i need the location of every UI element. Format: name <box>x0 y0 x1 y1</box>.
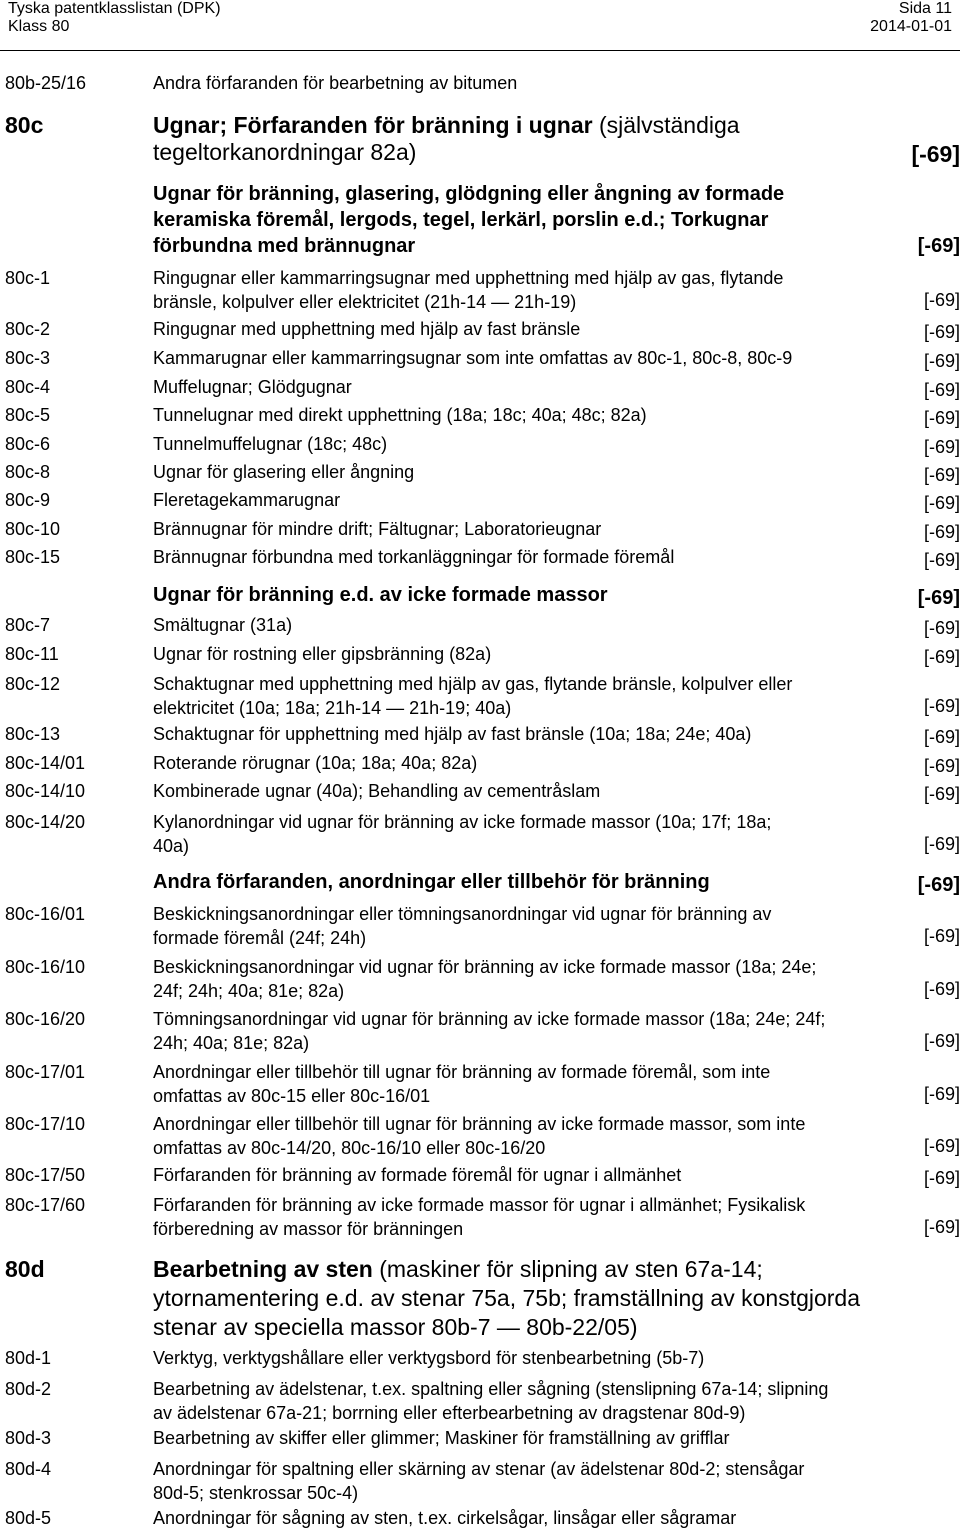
section-note-line: tegeltorkanordningar 82a) <box>153 139 417 165</box>
section-heading <box>0 112 960 168</box>
list-item: 80d-1 Verktyg, verktygshållare eller verktygsbord för stenbearbetning (5b-7) <box>5 1348 705 1368</box>
list-item: 80c-12 Schaktugnar med upphettning med hjälp av gas, flytande bränsle, kolpulver eller elektricitet (10a; 18a; 21h-14 — 21h-19; 40a) [-69] <box>5 674 960 718</box>
list-item: 80c-9 Fleretagekammarugnar [-69] <box>5 490 960 513</box>
section-note: (självständiga <box>592 112 740 138</box>
class-ref: [-69] <box>917 235 960 257</box>
date: 2014-01-01 <box>870 18 952 35</box>
section-title-line <box>153 1255 953 1284</box>
list-item: 80c-4 Muffelugnar; Glödgugnar [-69] <box>5 377 960 400</box>
list-item: 80c-8 Ugnar för glasering eller ångning [-69] <box>5 462 960 485</box>
section-title-line <box>153 112 953 139</box>
list-item: 80c-2 Ringugnar med upphettning med hjälp av fast bränsle [-69] <box>5 319 960 342</box>
list-item: 80c-17/60 Förfaranden för bränning av icke formade massor för ugnar i allmänhet; Fysikalisk förberedning av massor för bränningen [-69] <box>5 1195 960 1239</box>
list-item: 80c-17/01 Anordningar eller tillbehör till ugnar för bränning av formade föremål, som inte omfattas av 80c-15 eller 80c-16/01 [-69] <box>5 1062 960 1106</box>
list-item: 80d-2 Bearbetning av ädelstenar, t.ex. spaltning eller sågning (stenslipning 67a-14; slipning av ädelstenar 67a-21; borrning eller efterbearbetning av dragstenar 80d-9) <box>5 1379 829 1423</box>
list-item: 80c-16/01 Beskickningsanordningar eller tömningsanordningar vid ugnar för bränning av formade föremål (24f; 24h) [-69] <box>5 904 960 948</box>
class-code: 80b-25/16 <box>5 73 87 93</box>
list-item: 80c-16/20 Tömningsanordningar vid ugnar för bränning av icke formade massor (18a; 24e; 24f; 24h; 40a; 81e; 82a) [-69] <box>5 1009 960 1053</box>
doc-title: Tyska patentklasslistan (DPK) <box>8 0 221 17</box>
class-ref: [-69] <box>911 141 960 167</box>
list-item: 80d-4 Anordningar för spaltning eller skärning av stenar (av ädelstenar 80d-2; stensågar 80d-5; stenkrossar 50c-4) <box>5 1459 805 1503</box>
class-description: Andra förfaranden för bearbetning av bitumen <box>153 73 518 93</box>
list-item: 80c-15 Brännugnar förbundna med torkanläggningar för formade föremål [-69] <box>5 547 960 570</box>
list-item: 80c-13 Schaktugnar för upphettning med hjälp av fast bränsle (10a; 18a; 24e; 40a) [-69] <box>5 724 960 747</box>
list-item: 80c-10 Brännugnar för mindre drift; Fältugnar; Laboratorieugnar [-69] <box>5 519 960 542</box>
list-item: 80c-6 Tunnelmuffelugnar (18c; 48c) [-69] <box>5 434 960 457</box>
list-item: 80c-3 Kammarugnar eller kammarringsugnar som inte omfattas av 80c-1, 80c-8, 80c-9 [-69] <box>5 348 960 371</box>
list-item: 80d-5 Anordningar för sågning av sten, t.ex. cirkelsågar, linsågar eller sågramar <box>5 1508 737 1528</box>
list-item: 80c-16/10 Beskickningsanordningar vid ugnar för bränning av icke formade massor (18a; 24e; 24f; 24h; 40a; 81e; 82a) [-69] <box>5 957 960 1001</box>
section-code: 80c <box>5 112 44 138</box>
list-item: 80c-7 Smältugnar (31a) [-69] <box>5 615 960 638</box>
header-divider <box>0 50 960 51</box>
section-title: Ugnar; Förfaranden för bränning i ugnar <box>153 112 593 138</box>
list-item: 80c-1 Ringugnar eller kammarringsugnar med upphettning med hjälp av gas, flytande bränsle, kolpulver eller elektricitet (21h-14 — 21h-19) [-69] <box>5 268 960 312</box>
section-note: (maskiner för slipning av sten 67a-14; <box>372 1256 763 1282</box>
section-heading <box>0 1255 960 1343</box>
list-item: 80c-14/20 Kylanordningar vid ugnar för bränning av icke formade massor (10a; 17f; 18a; 40a) [-69] <box>5 812 960 856</box>
list-item: 80d-3 Bearbetning av skiffer eller glimmer; Maskiner för framställning av grifflar <box>5 1428 730 1448</box>
group-heading: Ugnar för bränning e.d. av icke formade massor [-69] <box>153 584 960 609</box>
section-note-line: stenar av speciella massor 80b-7 — 80b-22/05) <box>153 1314 638 1340</box>
section-code: 80d <box>5 1256 45 1282</box>
class-label: Klass 80 <box>8 18 70 35</box>
page-number: Sida 11 <box>898 0 952 17</box>
list-item: 80c-14/01 Roterande rörugnar (10a; 18a; 40a; 82a) [-69] <box>5 753 960 776</box>
group-heading: Andra förfaranden, anordningar eller tillbehör för bränning [-69] <box>153 871 960 896</box>
list-item: 80c-14/10 Kombinerade ugnar (40a); Behandling av cementråslam [-69] <box>5 781 960 804</box>
list-item: 80c-11 Ugnar för rostning eller gipsbränning (82a) [-69] <box>5 644 960 667</box>
list-item: 80c-17/50 Förfaranden för bränning av formade föremål för ugnar i allmänhet [-69] <box>5 1165 960 1188</box>
list-item: 80c-17/10 Anordningar eller tillbehör till ugnar för bränning av icke formade massor, som inte omfattas av 80c-14/20, 80c-16/10 eller 80c-16/20 [-69] <box>5 1114 960 1158</box>
list-item: 80c-5 Tunnelugnar med direkt upphettning (18a; 18c; 40a; 48c; 82a) [-69] <box>5 405 960 428</box>
section-title: Bearbetning av sten <box>153 1256 373 1282</box>
section-note-line: ytornamentering e.d. av stenar 75a, 75b; framställning av konstgjorda <box>153 1285 861 1311</box>
group-heading: Ugnar för bränning, glasering, glödgning eller ångning av formade keramiska föremål, lergods, tegel, lerkärl, porslin e.d.; Torkugnar förbundna med brännugnar [-69] <box>153 183 960 257</box>
